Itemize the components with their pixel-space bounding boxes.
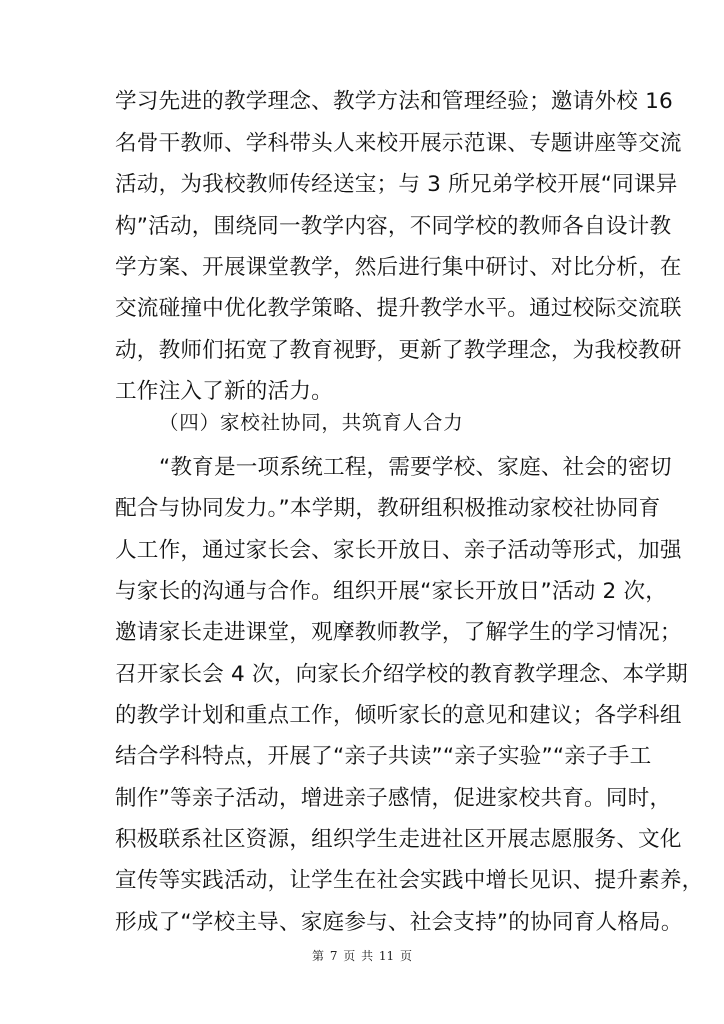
paragraph-2-line-5: 邀请家长走进课堂，观摩教师教学，了解学生的学习情况； (115, 620, 682, 645)
paragraph-1-line-7: 动，教师们拓宽了教育视野，更新了教学理念，为我校教研 (115, 338, 682, 363)
paragraph-1-line-5: 学方案、开展课堂教学，然后进行集中研讨、对比分析，在 (115, 255, 682, 280)
page-number-footer: 第 7 页 共 11 页 (312, 949, 412, 963)
paragraph-1-line-4: 构”活动，围绕同一教学内容，不同学校的教师各自设计教 (115, 214, 672, 239)
paragraph-1-line-8: 工作注入了新的活力。 (115, 379, 333, 404)
paragraph-2-line-7: 的教学计划和重点工作，倾听家长的意见和建议；各学科组 (115, 703, 682, 728)
paragraph-2-line-6: 召开家长会 4 次，向家长介绍学校的教育教学理念、本学期 (115, 662, 688, 687)
paragraph-1-line-1: 学习先进的教学理念、教学方法和管理经验；邀请外校 16 (115, 89, 673, 114)
section-heading: （四）家校社协同，共筑育人合力 (159, 411, 464, 434)
paragraph-2-line-1: “教育是一项系统工程，需要学校、家庭、社会的密切 (159, 455, 672, 480)
paragraph-1-line-2: 名骨干教师、学科带头人来校开展示范课、专题讲座等交流 (115, 131, 682, 156)
paragraph-2-line-3: 人工作，通过家长会、家长开放日、亲子活动等形式，加强 (115, 538, 682, 563)
paragraph-1-line-3: 活动，为我校教师传经送宝；与 3 所兄弟学校开展“同课异 (115, 172, 678, 197)
paragraph-2-line-9: 制作”等亲子活动，增进亲子感情，促进家校共育。同时， (115, 786, 672, 811)
paragraph-2-line-12: 形成了“学校主导、家庭参与、社会支持”的协同育人格局。 (115, 910, 683, 935)
paragraph-2-line-2: 配合与协同发力。”本学期，教研组积极推动家校社协同育 (115, 496, 661, 521)
paragraph-2-line-4: 与家长的沟通与合作。组织开展“家长开放日”活动 2 次， (115, 579, 668, 604)
paragraph-2-line-8: 结合学科特点，开展了“亲子共读”“亲子实验”“亲子手工 (115, 744, 652, 769)
paragraph-2-line-10: 积极联系社区资源，组织学生走进社区开展志愿服务、文化 (115, 827, 682, 852)
paragraph-1-line-6: 交流碰撞中优化教学策略、提升教学水平。通过校际交流联 (115, 296, 682, 321)
paragraph-2-line-11: 宣传等实践活动，让学生在社会实践中增长见识、提升素养， (115, 868, 704, 893)
